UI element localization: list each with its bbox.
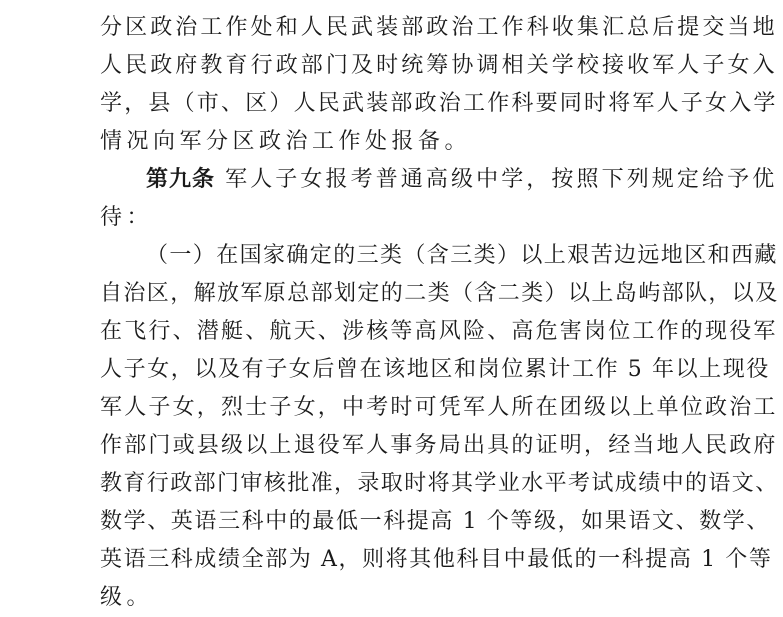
text-line: 英语三科成绩全部为 A，则将其他科目中最低的一科提高 1 个等 bbox=[100, 547, 773, 572]
text-line: （一）在国家确定的三类（含三类）以上艰苦边远地区和西藏 bbox=[146, 243, 778, 268]
article-paragraph bbox=[146, 161, 778, 199]
text-line: 人子女，以及有子女后曾在该地区和岗位累计工作 5 年以上现役 bbox=[100, 357, 770, 382]
article-label: 第九条 bbox=[146, 167, 216, 192]
text-line: 在飞行、潜艇、航天、涉核等高风险、高危害岗位工作的现役军 bbox=[100, 319, 778, 344]
text-line: 级。 bbox=[100, 585, 154, 610]
text-line: 数学、英语三科中的最低一科提高 1 个等级，如果语文、数学、 bbox=[100, 509, 770, 534]
text-line: 人民政府教育行政部门及时统筹协调相关学校接收军人子女入 bbox=[100, 53, 778, 78]
text-line: 军人子女报考普通高级中学，按照下列规定给予优 bbox=[225, 167, 778, 192]
text-line: 学，县（市、区）人民武装部政治工作科要同时将军人子女入学 bbox=[100, 91, 778, 116]
text-line: 待： bbox=[100, 205, 154, 230]
text-line: 自治区，解放军原总部划定的二类（含二类）以上岛屿部队，以及 bbox=[100, 281, 779, 306]
text-line: 情况向军分区政治工作处报备。 bbox=[100, 129, 472, 154]
text-line: 分区政治工作处和人民武装部政治工作科收集汇总后提交当地 bbox=[100, 15, 778, 40]
text-line: 作部门或县级以上退役军人事务局出具的证明，经当地人民政府 bbox=[100, 433, 778, 458]
text-line: 教育行政部门审核批准，录取时将其学业水平考试成绩中的语文、 bbox=[100, 471, 779, 496]
text-line: 军人子女，烈士子女，中考时可凭军人所在团级以上单位政治工 bbox=[100, 395, 778, 420]
